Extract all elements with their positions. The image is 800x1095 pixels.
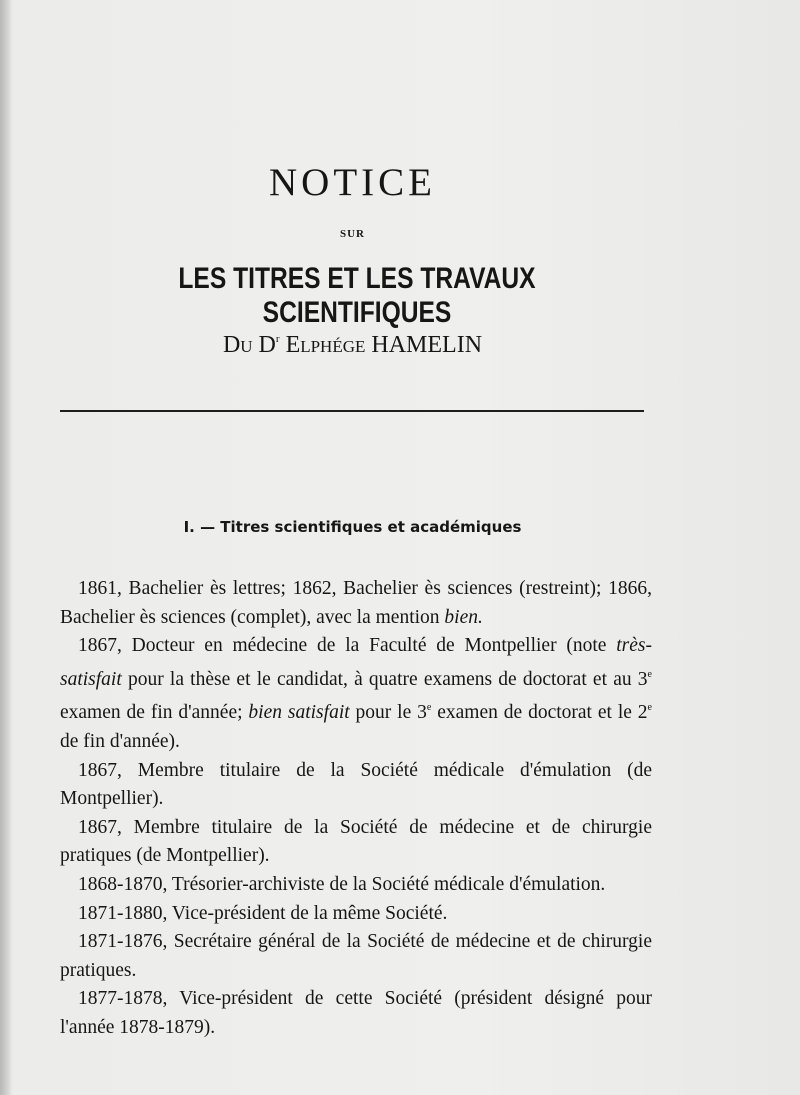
- paragraph: 1871-1876, Secrétaire général de la Société de médecine et de chirurgie pratiques.: [60, 931, 652, 981]
- superscript: e: [426, 702, 432, 714]
- paragraph-text: 1867, Docteur en médecine de la Faculté de Montpellier (note: [78, 635, 617, 657]
- title-connector: SUR: [339, 228, 365, 240]
- paragraph-text: pour le 3: [349, 702, 427, 724]
- body-text: [60, 575, 652, 1043]
- paragraph: 1867, Membre titulaire de la Société médicale d'émulation (de Montpellier).: [60, 759, 652, 810]
- superscript: e: [647, 702, 652, 714]
- author-title-abbr: D: [258, 332, 276, 358]
- paragraph: [60, 575, 652, 632]
- author-line: [0, 332, 705, 359]
- paragraph-emphasis: bien.: [444, 606, 483, 628]
- author-last-name: HAMELIN: [371, 332, 483, 358]
- section-heading: I. — Titres scientifiques et académiques: [183, 518, 522, 536]
- author-prefix: Du: [222, 332, 253, 358]
- paragraph: 1871-1880, Vice-président de la même Société.: [78, 902, 448, 924]
- paragraph-text: examen de doctorat et le 2: [431, 702, 648, 724]
- paragraph-text: de fin d'année).: [60, 730, 180, 752]
- author-title: [259, 332, 280, 358]
- paragraph-emphasis: très-satisfait: [60, 635, 652, 690]
- paragraph: 1868-1870, Trésorier-archiviste de la Société médicale d'émulation.: [78, 873, 606, 895]
- author-first-name: Elphége: [285, 332, 366, 358]
- horizontal-rule: [60, 410, 644, 412]
- paragraph: 1867, Membre titulaire de la Société de médecine et de chirurgie pratiques (de Montpellier).: [60, 816, 652, 867]
- author-title-sup: r: [275, 333, 280, 345]
- paragraph-text: 1861, Bachelier ès lettres; 1862, Bachelier ès sciences (restreint); 1866, Bachelier ès sciences (complet), avec la mention: [60, 578, 652, 628]
- document-subtitle: LES TITRES ET LES TRAVAUX SCIENTIFIQUES: [178, 262, 536, 329]
- paragraph-emphasis: bien satisfait: [248, 702, 350, 724]
- paragraph: [60, 632, 652, 756]
- paragraph: 1877-1878, Vice-président de cette Société (président désigné pour l'année 1878-1879).: [60, 988, 652, 1038]
- paragraph-text: pour la thèse et le candidat, à quatre examens de doctorat et au 3: [121, 668, 648, 690]
- paragraph-text: examen de fin d'année;: [60, 702, 249, 724]
- document-title: NOTICE: [269, 161, 436, 204]
- superscript: e: [647, 668, 652, 680]
